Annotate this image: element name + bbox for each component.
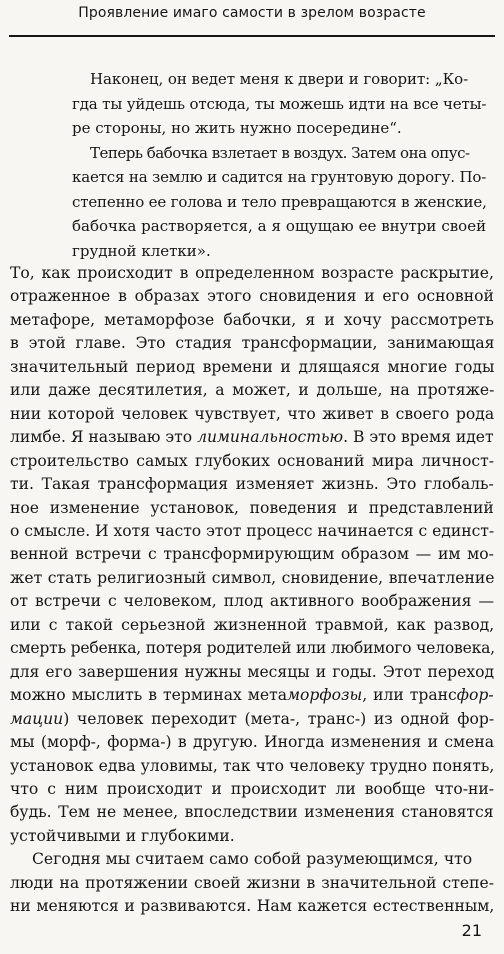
quote-line: гда ты уйдешь отсюда, ты можешь идти на все четы- [72,94,487,113]
body-line: мы (морф-, форма-) в другую. Иногда изменения и смена [10,733,495,752]
body-line: что с ним происходит и происходит ли вообще что-ни- [10,779,495,798]
body-line: метафоре, метаморфозе бабочки, я и хочу рассмотреть [10,310,494,329]
italic-term: фор- [456,686,494,705]
dream-quote [72,67,486,263]
body-line: или даже десятилетия, а может, и дольше, на протяже- [10,381,495,400]
quote-line: Теперь бабочка взлетает в воздух. Затем она опус- [90,143,470,162]
quote-line: грудной клетки». [72,241,211,260]
body-line: строительство самых глубоких оснований мира личност- [10,451,494,470]
body-line: смерть ребенка, потеря родителей или любимого человека, [10,639,495,658]
quote-line: бабочка растворяется, а я ощущаю ее внутри своей [72,217,487,235]
text-run: лимбе. Я называю это [10,428,198,447]
body-line: ни меняются и развиваются. Нам кажется естественным, [10,897,495,916]
body-line: ти. Такая трансформация изменяет жизнь. Это глобаль- [10,475,494,494]
body-line: для его завершения нужны месяцы и годы. Этот переход [10,662,495,681]
italic-term: мации [10,709,64,728]
italic-term: морфозы [287,686,363,705]
body-line: нии которой человек чувствует, что живет в своего рода [10,404,495,423]
quote-line: Наконец, он ведет меня к двери и говорит: „Ко- [90,70,469,88]
text-run: ) человек переходит (мета-, транс-) из одной фор- [63,709,495,728]
body-line: будь. Тем не менее, впоследствии изменения становятся [10,803,494,822]
page-number: 21 [461,921,482,940]
body-line: установок едва уловимы, так что человеку трудно понять, [10,756,495,775]
body-line: устойчивыми и глубокими. [10,826,235,845]
quote-line: степенно ее голова и тело превращаются в женские, [72,192,487,211]
body-line: ное изменение установок, поведения и представлений [10,498,494,517]
body-line: люди на протяжении своей жизни в значительной степе- [10,873,494,892]
text-run: , или транс [362,686,457,705]
body-line: отраженное в образах этого сновидения и его основной [10,287,494,306]
body-line: значительный период времени и длящаяся многие годы [10,357,495,376]
body-line [10,426,494,449]
quote-line: ре стороны, но жить нужно посередине“. [72,119,402,137]
text-run: . В это время идет [343,428,494,447]
body-line: в этой главе. Это стадия трансформации, занимающая [10,334,495,353]
body-line [10,684,494,707]
italic-term: лиминальностью [197,428,344,447]
body-line: венной встречи с трансформирующим образом — им мо- [10,545,494,564]
body-line: о смысле. И хотя часто этот процесс начинается с единст- [10,521,495,540]
quote-line: кается на землю и садится на грунтовую дорогу. По- [72,168,487,186]
header-rule [9,35,495,37]
body-line [10,708,494,731]
body-line: от встречи с человеком, плод активного воображения — [10,592,495,611]
running-title: Проявление имаго самости в зрелом возрасте [78,5,426,21]
body-line: То, как происходит в определенном возрасте раскрытие, [10,264,494,282]
text-run: можно мыслить в терминах мета [10,686,288,705]
body-text [10,262,494,919]
body-line: или с такой серьезной жизненной травмой, как развод, [10,615,495,634]
body-line: Сегодня мы считаем само собой разумеющимся, что [32,850,473,869]
body-line: жет стать религиозный символ, сновидение, впечатление [10,568,495,587]
